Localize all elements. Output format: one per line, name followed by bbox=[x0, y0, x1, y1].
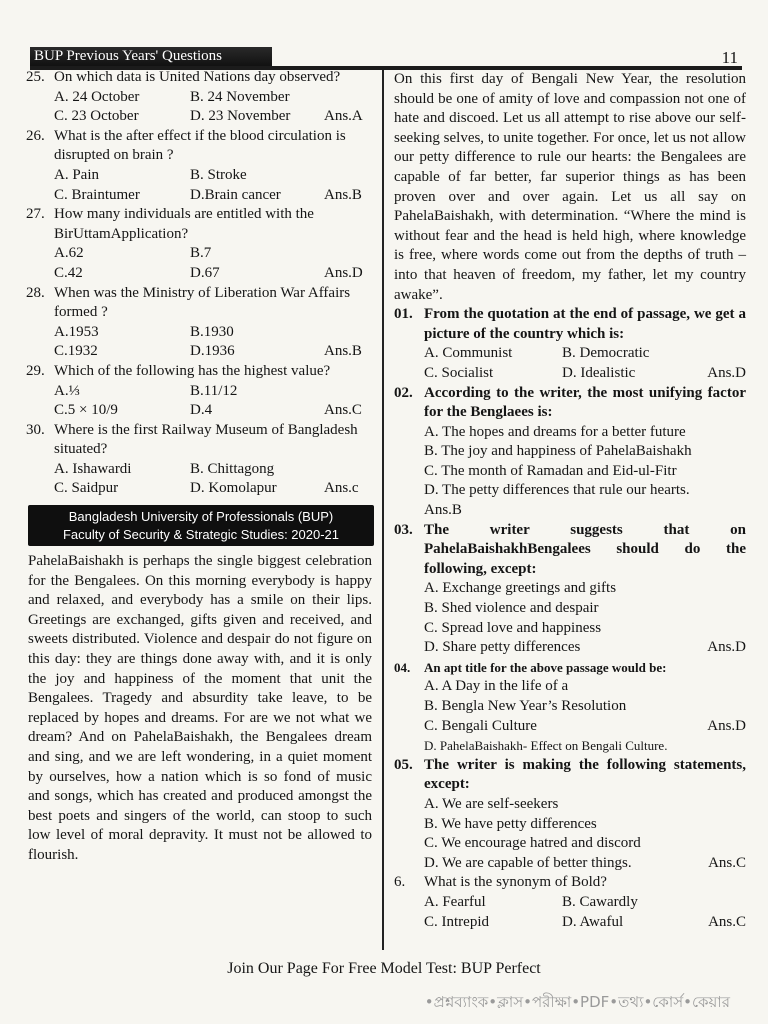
option: C.42 bbox=[54, 264, 83, 281]
option: B. Stroke bbox=[190, 166, 247, 183]
question-text: When was the Ministry of Liberation War Affairs formed ? bbox=[54, 284, 351, 321]
option-row bbox=[54, 186, 376, 206]
option-row bbox=[54, 479, 376, 499]
option-row bbox=[54, 244, 376, 264]
option: C. Braintumer bbox=[54, 186, 140, 203]
option-row bbox=[54, 88, 376, 108]
answer: Ans.B bbox=[424, 502, 462, 519]
option: A.⅓ bbox=[54, 382, 80, 399]
question-number: 04. bbox=[394, 659, 411, 675]
question-26 bbox=[26, 127, 376, 205]
answer: Ans.A bbox=[324, 108, 363, 125]
question-number: 29. bbox=[26, 362, 45, 379]
option: C. Bengali Culture bbox=[424, 717, 537, 734]
section-line-1: Bangladesh University of Professionals (BUP) bbox=[68, 509, 334, 525]
option: B.1930 bbox=[190, 323, 234, 340]
option: B.7 bbox=[190, 245, 212, 262]
option: D.4 bbox=[190, 402, 213, 419]
option: B. We have petty differences bbox=[424, 815, 597, 832]
footer-text: Join Our Page For Free Model Test: BUP Perfect bbox=[227, 960, 541, 977]
question-29 bbox=[26, 362, 376, 421]
question-06 bbox=[394, 873, 746, 932]
question-text: According to the writer, the most unifying factor for the Benglaees is: bbox=[424, 384, 746, 421]
option: C. 23 October bbox=[54, 108, 139, 125]
option: D. We are capable of better things. bbox=[424, 854, 632, 871]
option: B. The joy and happiness of PahelaBaishakh bbox=[424, 443, 692, 460]
option: C.1932 bbox=[54, 343, 98, 360]
answer: Ans.D bbox=[324, 264, 363, 281]
passage-part-1: PahelaBaishakh is perhaps the single biggest celebration for the Bengalees. On this morning everybody is happy and relaxed, and everybody has a smile on their lips. Greetings are exchanged, gifts given and received, and sweets distributed. Violence and despair do not figure on this day: they are things done away with, and it is only the joy and happiness of the moment that unit the Bengalees. Tragedy and absurdity take leave, to be replaced by hopes and dreams. For are we not what we dream? And on PahelaBaishakh, the Bengalees dream and sing, and we are left wondering, in a quiet moment by ourselves, how a nation which is so fond of music and songs, which has created and produced amongst the best poets and singers of the world, can stoop to such low level of moral depravity. It must not be allowed to flourish. bbox=[28, 553, 372, 863]
option-row bbox=[424, 364, 746, 384]
option-row bbox=[424, 344, 746, 364]
option: A.62 bbox=[54, 245, 84, 262]
option-row bbox=[424, 854, 746, 874]
question-text: How many individuals are entitled with the BirUttamApplication? bbox=[54, 206, 314, 242]
option-row bbox=[424, 717, 746, 737]
option: A. Pain bbox=[54, 166, 99, 183]
question-number: 26. bbox=[26, 127, 45, 144]
option-row bbox=[54, 401, 376, 421]
option: A. Exchange greetings and gifts bbox=[424, 580, 617, 597]
question-27 bbox=[26, 205, 376, 283]
question-text: Where is the first Railway Museum of Bangladesh situated? bbox=[54, 421, 358, 458]
answer: Ans.C bbox=[324, 402, 362, 419]
question-28 bbox=[26, 284, 376, 362]
question-03 bbox=[394, 521, 746, 658]
question-number: 02. bbox=[394, 384, 413, 401]
question-number: 25. bbox=[26, 69, 45, 85]
answer: Ans.C bbox=[708, 913, 746, 930]
option: D.1936 bbox=[190, 343, 235, 360]
option: D.67 bbox=[190, 264, 220, 281]
answer: Ans.B bbox=[324, 343, 362, 360]
option: A. Ishawardi bbox=[54, 460, 132, 477]
option: B. Cawardly bbox=[562, 893, 638, 910]
question-text: The writer is making the following statements, except: bbox=[424, 756, 746, 793]
option: D. Share petty differences bbox=[424, 639, 581, 656]
option-row bbox=[424, 913, 746, 933]
option: A. We are self-seekers bbox=[424, 795, 559, 812]
question-text: Which of the following has the highest value? bbox=[54, 362, 331, 379]
question-text: From the quotation at the end of passage, we get a picture of the country which is: bbox=[424, 306, 746, 342]
option: D. PahelaBaishakh- Effect on Bengali Culture. bbox=[424, 738, 668, 754]
question-number: 30. bbox=[26, 421, 45, 438]
right-column bbox=[394, 70, 746, 932]
question-04 bbox=[394, 658, 746, 756]
option: B. Bengla New Year’s Resolution bbox=[424, 698, 627, 714]
option: B. Shed violence and despair bbox=[424, 600, 599, 617]
option: C.5 × 10/9 bbox=[54, 402, 118, 419]
option: C. Intrepid bbox=[424, 913, 489, 930]
option: D. Idealistic bbox=[562, 364, 636, 381]
left-column bbox=[26, 68, 376, 866]
option: B. Democratic bbox=[562, 345, 650, 362]
footer-strip: •প্রশ্নব্যাংক•ক্লাস•পরীক্ষা•PDF•তথ্য•কোর্স•কেয়ার bbox=[424, 993, 730, 1011]
option: D.Brain cancer bbox=[190, 186, 281, 203]
option: A. The hopes and dreams for a better future bbox=[424, 423, 686, 440]
header-title: BUP Previous Years' Questions bbox=[30, 47, 272, 66]
question-text: What is the after effect if the blood circulation is disrupted on brain ? bbox=[54, 127, 346, 164]
question-25 bbox=[26, 68, 376, 127]
option: C. Saidpur bbox=[54, 480, 119, 497]
question-text: An apt title for the above passage would be: bbox=[424, 659, 667, 675]
option: D. Awaful bbox=[562, 913, 624, 930]
option: A. 24 October bbox=[54, 88, 140, 105]
question-number: 01. bbox=[394, 306, 413, 323]
option-row bbox=[54, 107, 376, 127]
option-row bbox=[424, 638, 746, 658]
option-row bbox=[54, 382, 376, 402]
option: D. The petty differences that rule our hearts. bbox=[424, 482, 690, 499]
option: A. Fearful bbox=[424, 893, 486, 910]
passage-part-2: On this first day of Bengali New Year, the resolution should be one of amity of love and compassion not one of hate and discoed. Let us all attempt to rise above our self-seeking selves, to unite together. For once, let us not allow our petty difference to rule our hearts: the Bengalees are capable of far better, far superior things as has been proven over and over again. Let us all say on PahelaBaishakh, with determination. “Where the mind is without fear and the head is held high, where knowledge is free, where words come out from the depths of truth – into that heaven of freedom, my father, let my country awake”. bbox=[394, 71, 746, 303]
option: C. Spread love and happiness bbox=[424, 619, 602, 636]
question-01 bbox=[394, 305, 746, 383]
option-row bbox=[54, 460, 376, 480]
column-divider bbox=[382, 70, 384, 950]
question-number: 05. bbox=[394, 756, 413, 773]
option: A.1953 bbox=[54, 323, 99, 340]
option: A. Communist bbox=[424, 345, 513, 362]
option-row bbox=[424, 893, 746, 913]
option: C. The month of Ramadan and Eid-ul-Fitr bbox=[424, 462, 677, 479]
option: D. Komolapur bbox=[190, 480, 277, 497]
option: C. Socialist bbox=[424, 364, 494, 381]
answer: Ans.D bbox=[707, 364, 746, 381]
option-row bbox=[54, 264, 376, 284]
option: C. We encourage hatred and discord bbox=[424, 835, 641, 852]
section-line-2: Faculty of Security & Strategic Studies: 2020-21 bbox=[62, 526, 340, 542]
option-row bbox=[54, 342, 376, 362]
answer: Ans.D bbox=[707, 717, 746, 734]
option: B.11/12 bbox=[190, 382, 238, 399]
question-text: What is the synonym of Bold? bbox=[424, 874, 607, 891]
answer: Ans.c bbox=[324, 480, 359, 497]
question-text: On which data is United Nations day observed? bbox=[54, 69, 341, 85]
question-number: 28. bbox=[26, 284, 45, 301]
answer: Ans.B bbox=[324, 186, 362, 203]
option-row bbox=[54, 166, 376, 186]
answer: Ans.D bbox=[707, 639, 746, 656]
question-number: 6. bbox=[394, 874, 406, 891]
page-number: 11 bbox=[721, 48, 738, 67]
option: B. Chittagong bbox=[190, 460, 275, 477]
question-05 bbox=[394, 756, 746, 874]
question-02 bbox=[394, 384, 746, 521]
question-number: 27. bbox=[26, 206, 45, 223]
option: D. 23 November bbox=[190, 108, 291, 125]
question-number: 03. bbox=[394, 521, 413, 538]
option: B. 24 November bbox=[190, 88, 290, 105]
option-row bbox=[54, 323, 376, 343]
question-30 bbox=[26, 421, 376, 499]
option: A. A Day in the life of a bbox=[424, 678, 569, 695]
question-text: The writer suggests that on PahelaBaishakhBengalees should do the following, except: bbox=[424, 521, 746, 577]
answer: Ans.C bbox=[708, 854, 746, 871]
section-heading bbox=[28, 505, 374, 546]
